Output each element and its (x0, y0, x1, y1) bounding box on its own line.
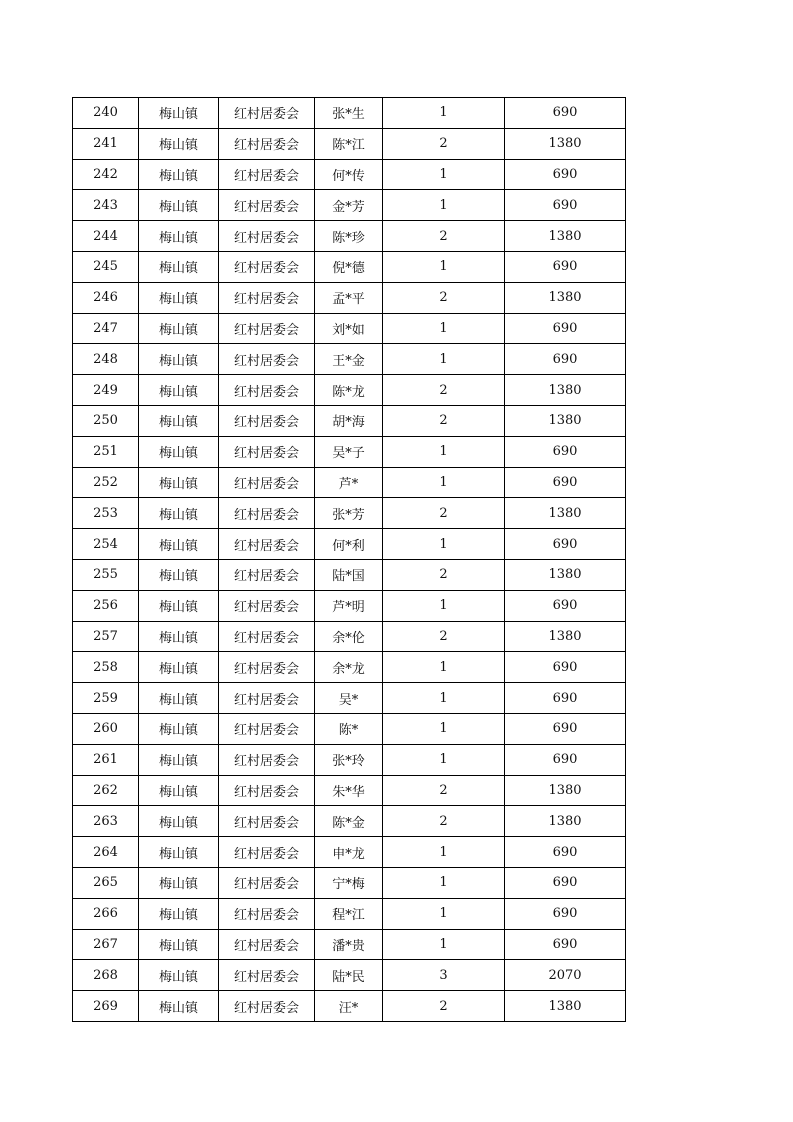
name-cell: 朱*华 (315, 775, 383, 806)
amount-cell: 1380 (505, 128, 626, 159)
row-number-cell: 244 (73, 221, 139, 252)
amount-cell: 1380 (505, 775, 626, 806)
amount-cell: 690 (505, 98, 626, 129)
member-count-cell: 2 (383, 282, 505, 313)
row-number-cell: 250 (73, 405, 139, 436)
member-count-cell: 1 (383, 929, 505, 960)
table-row (73, 590, 626, 621)
town-cell: 梅山镇 (139, 529, 219, 560)
town-cell: 梅山镇 (139, 960, 219, 991)
committee-cell: 红村居委会 (219, 713, 315, 744)
town-cell: 梅山镇 (139, 744, 219, 775)
committee-cell: 红村居委会 (219, 652, 315, 683)
committee-cell: 红村居委会 (219, 621, 315, 652)
amount-cell: 690 (505, 529, 626, 560)
committee-cell: 红村居委会 (219, 806, 315, 837)
name-cell: 何*利 (315, 529, 383, 560)
committee-cell: 红村居委会 (219, 898, 315, 929)
amount-cell: 690 (505, 467, 626, 498)
table-row (73, 867, 626, 898)
row-number-cell: 249 (73, 375, 139, 406)
table-row (73, 467, 626, 498)
amount-cell: 690 (505, 436, 626, 467)
roster-table (72, 97, 626, 1022)
name-cell: 胡*海 (315, 405, 383, 436)
name-cell: 宁*梅 (315, 867, 383, 898)
member-count-cell: 1 (383, 467, 505, 498)
town-cell: 梅山镇 (139, 929, 219, 960)
row-number-cell: 254 (73, 529, 139, 560)
town-cell: 梅山镇 (139, 621, 219, 652)
town-cell: 梅山镇 (139, 405, 219, 436)
amount-cell: 690 (505, 590, 626, 621)
committee-cell: 红村居委会 (219, 282, 315, 313)
table-row (73, 251, 626, 282)
committee-cell: 红村居委会 (219, 190, 315, 221)
committee-cell: 红村居委会 (219, 221, 315, 252)
member-count-cell: 2 (383, 405, 505, 436)
row-number-cell: 246 (73, 282, 139, 313)
town-cell: 梅山镇 (139, 282, 219, 313)
amount-cell: 690 (505, 159, 626, 190)
committee-cell: 红村居委会 (219, 498, 315, 529)
row-number-cell: 255 (73, 559, 139, 590)
table-row (73, 436, 626, 467)
amount-cell: 690 (505, 713, 626, 744)
amount-cell: 2070 (505, 960, 626, 991)
town-cell: 梅山镇 (139, 837, 219, 868)
row-number-cell: 251 (73, 436, 139, 467)
name-cell: 金*芳 (315, 190, 383, 221)
name-cell: 陈* (315, 713, 383, 744)
row-number-cell: 258 (73, 652, 139, 683)
member-count-cell: 1 (383, 159, 505, 190)
member-count-cell: 2 (383, 775, 505, 806)
committee-cell: 红村居委会 (219, 436, 315, 467)
town-cell: 梅山镇 (139, 467, 219, 498)
name-cell: 陈*珍 (315, 221, 383, 252)
table-row (73, 282, 626, 313)
member-count-cell: 1 (383, 652, 505, 683)
town-cell: 梅山镇 (139, 991, 219, 1022)
table-row (73, 898, 626, 929)
amount-cell: 690 (505, 898, 626, 929)
row-number-cell: 243 (73, 190, 139, 221)
town-cell: 梅山镇 (139, 251, 219, 282)
name-cell: 汪* (315, 991, 383, 1022)
committee-cell: 红村居委会 (219, 159, 315, 190)
amount-cell: 1380 (505, 621, 626, 652)
member-count-cell: 2 (383, 128, 505, 159)
row-number-cell: 256 (73, 590, 139, 621)
table-row (73, 991, 626, 1022)
committee-cell: 红村居委会 (219, 590, 315, 621)
committee-cell: 红村居委会 (219, 98, 315, 129)
table-row (73, 344, 626, 375)
town-cell: 梅山镇 (139, 713, 219, 744)
table-row (73, 98, 626, 129)
town-cell: 梅山镇 (139, 652, 219, 683)
amount-cell: 690 (505, 929, 626, 960)
table-row (73, 775, 626, 806)
committee-cell: 红村居委会 (219, 313, 315, 344)
town-cell: 梅山镇 (139, 867, 219, 898)
row-number-cell: 245 (73, 251, 139, 282)
committee-cell: 红村居委会 (219, 344, 315, 375)
row-number-cell: 264 (73, 837, 139, 868)
name-cell: 吴* (315, 683, 383, 714)
amount-cell: 690 (505, 652, 626, 683)
row-number-cell: 261 (73, 744, 139, 775)
member-count-cell: 1 (383, 867, 505, 898)
table-row (73, 837, 626, 868)
amount-cell: 1380 (505, 498, 626, 529)
amount-cell: 1380 (505, 991, 626, 1022)
row-number-cell: 265 (73, 867, 139, 898)
name-cell: 陈*龙 (315, 375, 383, 406)
committee-cell: 红村居委会 (219, 683, 315, 714)
name-cell: 申*龙 (315, 837, 383, 868)
name-cell: 潘*贵 (315, 929, 383, 960)
town-cell: 梅山镇 (139, 98, 219, 129)
name-cell: 程*江 (315, 898, 383, 929)
member-count-cell: 1 (383, 713, 505, 744)
committee-cell: 红村居委会 (219, 837, 315, 868)
member-count-cell: 2 (383, 991, 505, 1022)
town-cell: 梅山镇 (139, 590, 219, 621)
town-cell: 梅山镇 (139, 683, 219, 714)
town-cell: 梅山镇 (139, 775, 219, 806)
committee-cell: 红村居委会 (219, 744, 315, 775)
table-row (73, 529, 626, 560)
town-cell: 梅山镇 (139, 375, 219, 406)
name-cell: 余*伦 (315, 621, 383, 652)
town-cell: 梅山镇 (139, 128, 219, 159)
amount-cell: 690 (505, 867, 626, 898)
table-row (73, 405, 626, 436)
committee-cell: 红村居委会 (219, 529, 315, 560)
member-count-cell: 1 (383, 898, 505, 929)
member-count-cell: 1 (383, 98, 505, 129)
member-count-cell: 2 (383, 375, 505, 406)
amount-cell: 1380 (505, 282, 626, 313)
name-cell: 余*龙 (315, 652, 383, 683)
committee-cell: 红村居委会 (219, 375, 315, 406)
member-count-cell: 1 (383, 251, 505, 282)
committee-cell: 红村居委会 (219, 960, 315, 991)
table-row (73, 190, 626, 221)
town-cell: 梅山镇 (139, 498, 219, 529)
member-count-cell: 1 (383, 683, 505, 714)
table-row (73, 744, 626, 775)
town-cell: 梅山镇 (139, 344, 219, 375)
row-number-cell: 240 (73, 98, 139, 129)
committee-cell: 红村居委会 (219, 405, 315, 436)
table-row (73, 375, 626, 406)
amount-cell: 690 (505, 190, 626, 221)
row-number-cell: 260 (73, 713, 139, 744)
amount-cell: 690 (505, 251, 626, 282)
table-row (73, 159, 626, 190)
member-count-cell: 1 (383, 344, 505, 375)
town-cell: 梅山镇 (139, 313, 219, 344)
name-cell: 何*传 (315, 159, 383, 190)
committee-cell: 红村居委会 (219, 128, 315, 159)
member-count-cell: 2 (383, 559, 505, 590)
amount-cell: 1380 (505, 405, 626, 436)
table-row (73, 652, 626, 683)
table-row (73, 621, 626, 652)
name-cell: 吴*子 (315, 436, 383, 467)
member-count-cell: 1 (383, 529, 505, 560)
town-cell: 梅山镇 (139, 898, 219, 929)
member-count-cell: 2 (383, 221, 505, 252)
member-count-cell: 1 (383, 190, 505, 221)
amount-cell: 1380 (505, 221, 626, 252)
committee-cell: 红村居委会 (219, 991, 315, 1022)
table-row (73, 929, 626, 960)
row-number-cell: 252 (73, 467, 139, 498)
name-cell: 张*玲 (315, 744, 383, 775)
row-number-cell: 248 (73, 344, 139, 375)
town-cell: 梅山镇 (139, 559, 219, 590)
table-row (73, 559, 626, 590)
amount-cell: 690 (505, 344, 626, 375)
row-number-cell: 269 (73, 991, 139, 1022)
table-row (73, 960, 626, 991)
table-row (73, 221, 626, 252)
committee-cell: 红村居委会 (219, 929, 315, 960)
name-cell: 张*生 (315, 98, 383, 129)
member-count-cell: 2 (383, 621, 505, 652)
amount-cell: 690 (505, 837, 626, 868)
amount-cell: 690 (505, 744, 626, 775)
table-row (73, 498, 626, 529)
table-row (73, 806, 626, 837)
row-number-cell: 263 (73, 806, 139, 837)
committee-cell: 红村居委会 (219, 467, 315, 498)
name-cell: 张*芳 (315, 498, 383, 529)
member-count-cell: 1 (383, 590, 505, 621)
name-cell: 陆*民 (315, 960, 383, 991)
table-row (73, 128, 626, 159)
committee-cell: 红村居委会 (219, 867, 315, 898)
town-cell: 梅山镇 (139, 806, 219, 837)
member-count-cell: 2 (383, 806, 505, 837)
row-number-cell: 241 (73, 128, 139, 159)
roster-body (73, 98, 626, 1022)
row-number-cell: 268 (73, 960, 139, 991)
row-number-cell: 267 (73, 929, 139, 960)
row-number-cell: 266 (73, 898, 139, 929)
name-cell: 陆*国 (315, 559, 383, 590)
member-count-cell: 1 (383, 837, 505, 868)
name-cell: 芦*明 (315, 590, 383, 621)
row-number-cell: 253 (73, 498, 139, 529)
name-cell: 刘*如 (315, 313, 383, 344)
row-number-cell: 262 (73, 775, 139, 806)
member-count-cell: 3 (383, 960, 505, 991)
amount-cell: 690 (505, 683, 626, 714)
member-count-cell: 1 (383, 436, 505, 467)
row-number-cell: 247 (73, 313, 139, 344)
row-number-cell: 242 (73, 159, 139, 190)
amount-cell: 1380 (505, 559, 626, 590)
name-cell: 芦* (315, 467, 383, 498)
name-cell: 陈*金 (315, 806, 383, 837)
member-count-cell: 1 (383, 744, 505, 775)
town-cell: 梅山镇 (139, 190, 219, 221)
town-cell: 梅山镇 (139, 159, 219, 190)
row-number-cell: 259 (73, 683, 139, 714)
amount-cell: 1380 (505, 375, 626, 406)
name-cell: 孟*平 (315, 282, 383, 313)
amount-cell: 1380 (505, 806, 626, 837)
town-cell: 梅山镇 (139, 221, 219, 252)
name-cell: 王*金 (315, 344, 383, 375)
name-cell: 倪*德 (315, 251, 383, 282)
amount-cell: 690 (505, 313, 626, 344)
name-cell: 陈*江 (315, 128, 383, 159)
table-row (73, 713, 626, 744)
table-row (73, 313, 626, 344)
town-cell: 梅山镇 (139, 436, 219, 467)
table-row (73, 683, 626, 714)
committee-cell: 红村居委会 (219, 559, 315, 590)
member-count-cell: 1 (383, 313, 505, 344)
committee-cell: 红村居委会 (219, 775, 315, 806)
row-number-cell: 257 (73, 621, 139, 652)
committee-cell: 红村居委会 (219, 251, 315, 282)
member-count-cell: 2 (383, 498, 505, 529)
